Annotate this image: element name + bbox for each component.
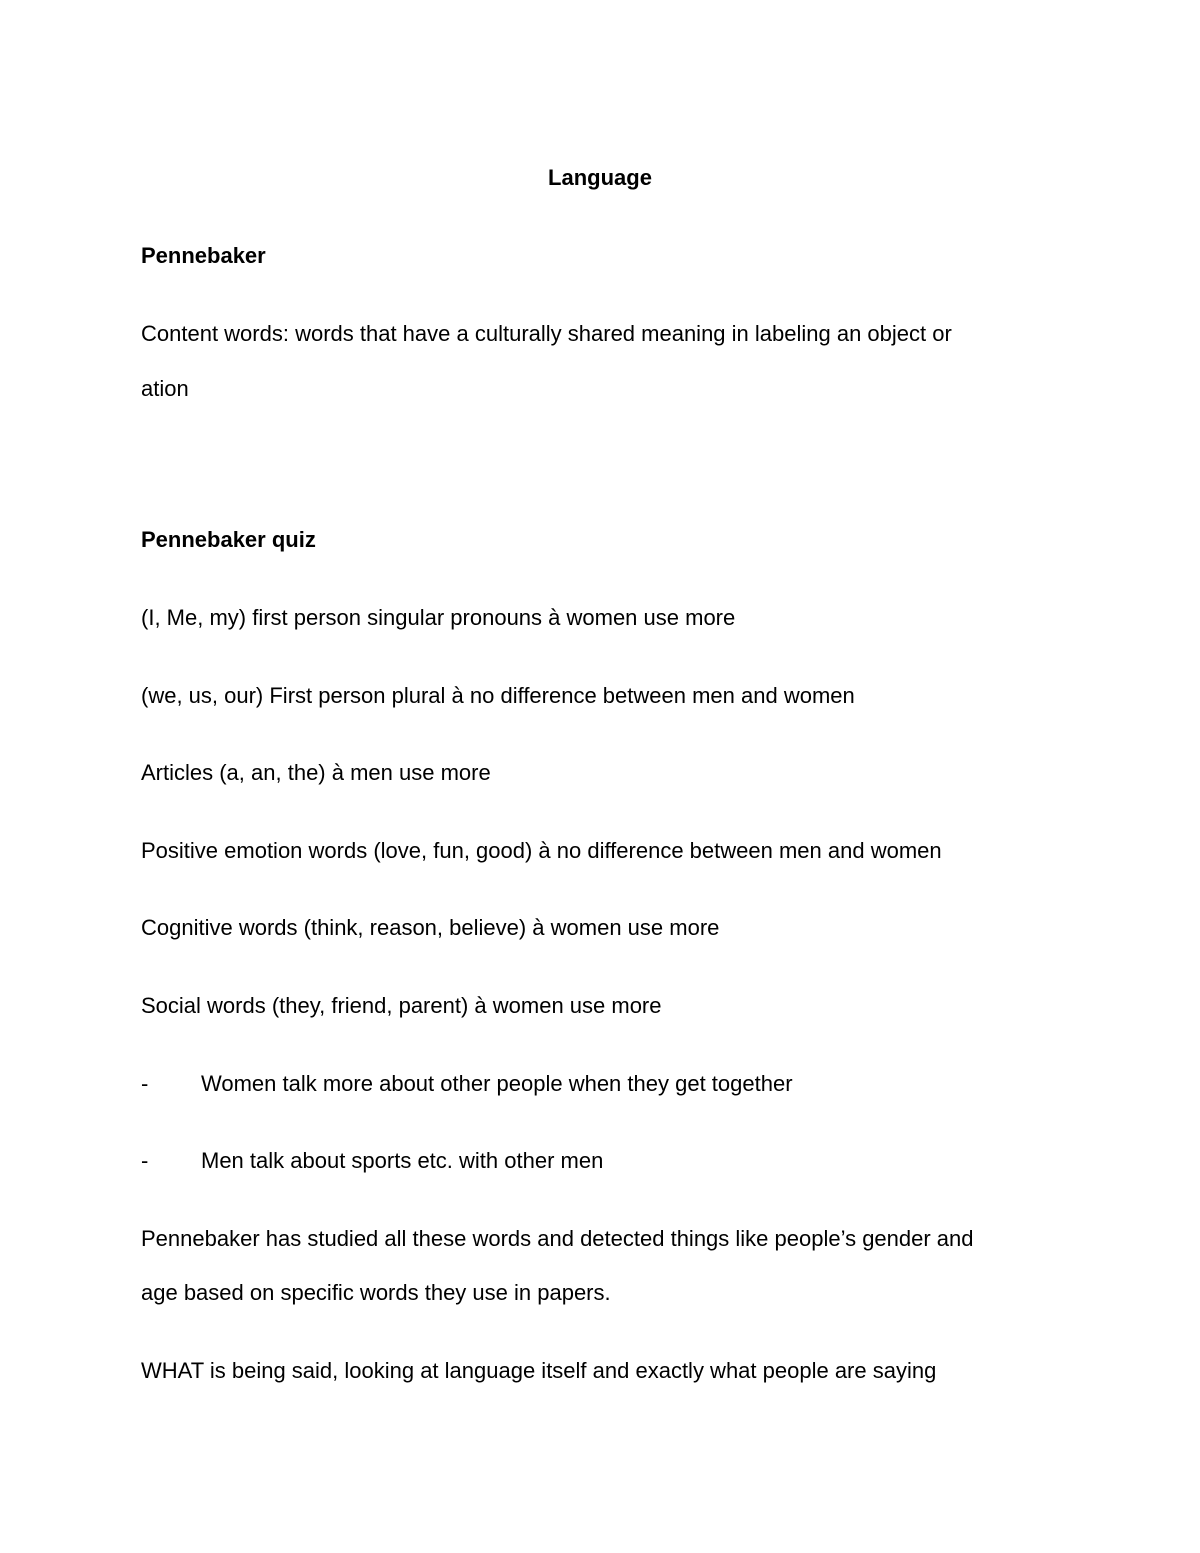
closing-line: WHAT is being said, looking at language itself and exactly what people are saying bbox=[141, 1358, 937, 1383]
bullet-dash: - bbox=[141, 1071, 149, 1096]
quiz-item-positive-emotion: Positive emotion words (love, fun, good) à no difference between men and women bbox=[141, 838, 942, 863]
quiz-item-cognitive-words: Cognitive words (think, reason, believe) à women use more bbox=[141, 915, 720, 940]
bullet-text-men-talk: Men talk about sports etc. with other men bbox=[201, 1148, 604, 1173]
content-words-definition-line-2: ation bbox=[141, 376, 189, 401]
quiz-item-social-words: Social words (they, friend, parent) à women use more bbox=[141, 993, 662, 1018]
section-heading-pennebaker: Pennebaker bbox=[141, 243, 266, 268]
quiz-item-first-person-plural: (we, us, our) First person plural à no difference between men and women bbox=[141, 683, 855, 708]
bullet-dash: - bbox=[141, 1148, 149, 1173]
quiz-item-articles: Articles (a, an, the) à men use more bbox=[141, 760, 491, 785]
content-words-definition-line-1: Content words: words that have a culturally shared meaning in labeling an object or bbox=[141, 321, 952, 346]
document-title: Language bbox=[548, 165, 652, 190]
bullet-text-women-talk: Women talk more about other people when they get together bbox=[201, 1071, 793, 1096]
section-heading-pennebaker-quiz: Pennebaker quiz bbox=[141, 527, 316, 552]
summary-line-2: age based on specific words they use in papers. bbox=[141, 1280, 611, 1305]
summary-line-1: Pennebaker has studied all these words and detected things like people’s gender and bbox=[141, 1226, 974, 1251]
quiz-item-first-person-singular: (I, Me, my) first person singular pronouns à women use more bbox=[141, 605, 736, 630]
